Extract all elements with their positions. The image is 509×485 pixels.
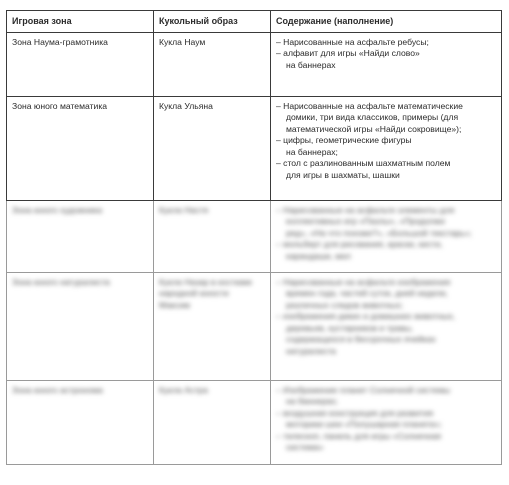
content-line: – алфавит для игры «Найди слово» xyxy=(276,48,420,58)
doll-line: народной юности xyxy=(159,288,229,298)
doll-line: Кукла Назар в костюме xyxy=(159,276,252,287)
content-line: карандаши, мел xyxy=(286,250,351,261)
content-line: – изображения диких и домашних животных, xyxy=(276,311,456,321)
content-line: – телескоп, панель для игры «Солнечная xyxy=(276,430,442,441)
content-line: система» xyxy=(286,442,324,452)
doll-cell: Кукла Настя xyxy=(154,200,271,272)
header-zone: Игровая зона xyxy=(7,11,154,33)
document-table-wrapper xyxy=(6,10,501,465)
content-line: – мольберт для рисования, краски, кисти, xyxy=(276,239,443,249)
content-line: – Изображение планет Солнечной системы xyxy=(276,384,451,395)
content-line: для игры в шахматы, шашки xyxy=(286,169,400,180)
doll-cell: Кукла Наум xyxy=(154,32,271,96)
doll-cell: Кукла Ульяна xyxy=(154,96,271,200)
content-line: – стол с разлинованным шахматным полем xyxy=(276,158,451,168)
table-header-row xyxy=(7,11,502,33)
content-line: – цифры, геометрические фигуры xyxy=(276,135,412,145)
table-row xyxy=(7,200,502,272)
zone-cell: Зона юного художника xyxy=(7,200,154,272)
play-zones-table xyxy=(6,10,502,465)
content-line: – воздушная конструкция для развития xyxy=(276,407,434,418)
content-cell xyxy=(271,272,502,380)
content-cell xyxy=(271,380,502,464)
content-line: ряд», «На что похоже?», «Большой текстарь»; xyxy=(286,227,472,238)
blurred-section xyxy=(7,200,502,464)
header-content: Содержание (наполнение) xyxy=(271,11,502,33)
doll-cell xyxy=(154,272,271,380)
table-row xyxy=(7,272,502,380)
zone-cell: Зона юного математика xyxy=(7,96,154,200)
content-line: деревьев, кустарников и травы, xyxy=(286,322,414,333)
content-line: содержащихся в бессрочных ячейках xyxy=(286,334,436,344)
content-cell xyxy=(271,96,502,200)
content-line: на баннерах; xyxy=(286,396,338,406)
content-line: – Нарисованные на асфальте изображения xyxy=(276,276,451,287)
content-line: коллективных игр «Пазлы», «Продолжи xyxy=(286,216,445,226)
table-row xyxy=(7,96,502,200)
content-line: – Нарисованные на асфальте ребусы; xyxy=(276,36,429,47)
zone-cell: Зона юного натуралиста xyxy=(7,272,154,380)
content-line: домики, три вида классиков, примеры (для xyxy=(286,112,459,122)
content-line: – Нарисованные на асфальте элементы для xyxy=(276,204,455,215)
content-line: времен года, частей суток, дней недели, xyxy=(286,288,448,298)
content-line: математической игры «Найди сокровище»); xyxy=(286,123,462,134)
content-line: моторики шеи «Полушарная планета»; xyxy=(286,419,442,429)
content-cell xyxy=(271,32,502,96)
header-doll: Кукольный образ xyxy=(154,11,271,33)
doll-line: Максим xyxy=(159,299,190,310)
table-row xyxy=(7,380,502,464)
zone-cell: Зона юного астронома xyxy=(7,380,154,464)
content-line: на баннерах; xyxy=(286,146,338,157)
content-line: на баннерах xyxy=(286,59,336,70)
table-row xyxy=(7,32,502,96)
doll-cell: Кукла Астра xyxy=(154,380,271,464)
content-line: различных следов животных; xyxy=(286,299,404,310)
content-line: натуралиста xyxy=(286,345,336,356)
zone-cell: Зона Наума-грамотника xyxy=(7,32,154,96)
content-line: – Нарисованные на асфальте математические xyxy=(276,100,463,111)
content-cell xyxy=(271,200,502,272)
